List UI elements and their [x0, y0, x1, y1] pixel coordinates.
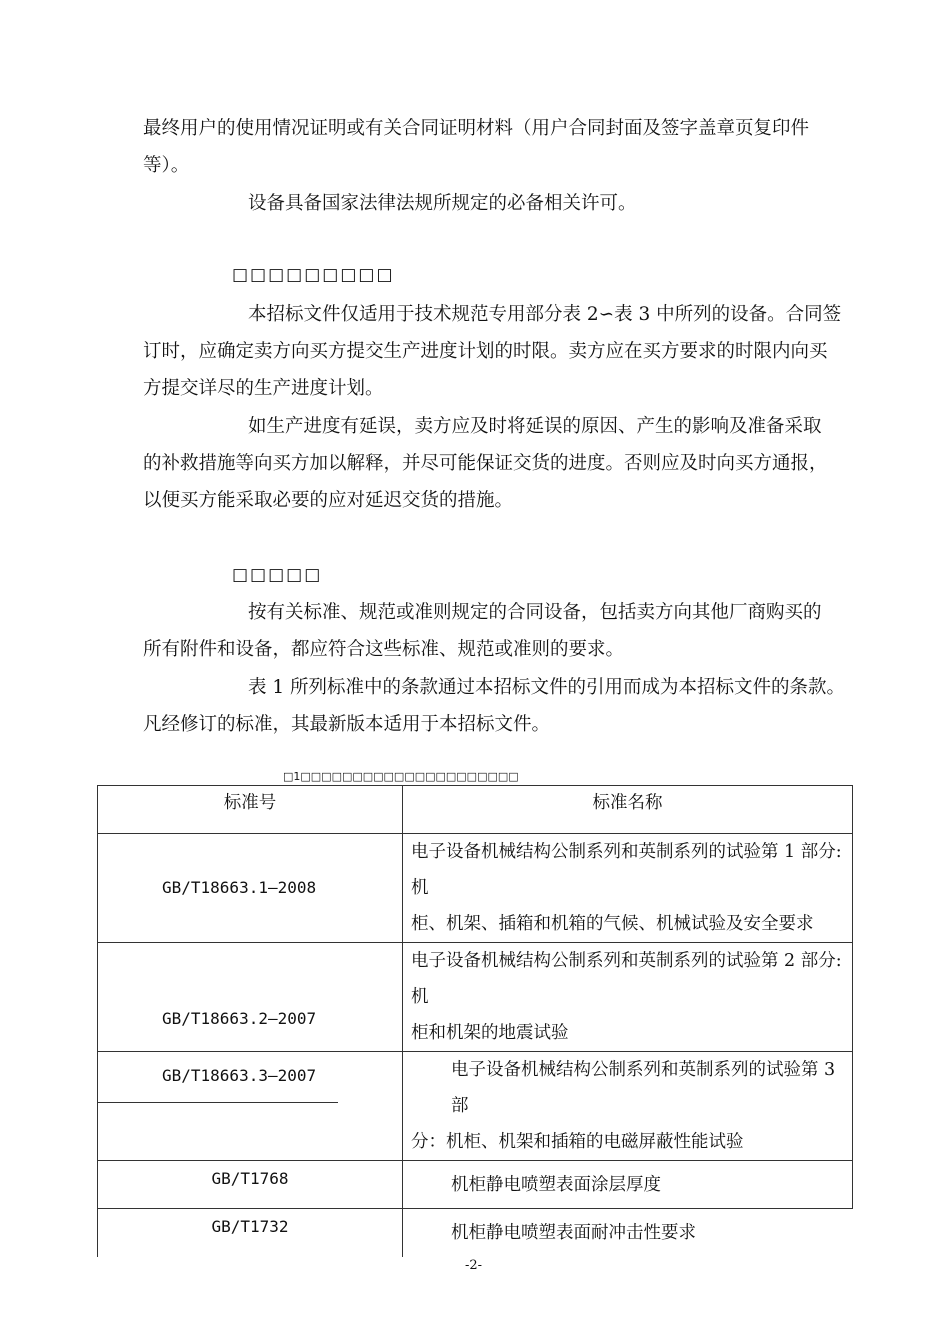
paragraph-line: 凡经修订的标准，其最新版本适用于本招标文件。	[143, 714, 551, 735]
cell-divider	[98, 1102, 338, 1103]
standard-name-cell	[403, 943, 853, 1052]
table-row	[98, 943, 853, 1052]
table-row	[98, 1209, 853, 1257]
table-row	[98, 834, 853, 943]
standard-name-cell: 机柜静电喷塑表面耐冲击性要求	[403, 1209, 853, 1257]
standard-name-cell	[403, 834, 853, 943]
paragraph-line: 表 1 所列标准中的条款通过本招标文件的引用而成为本招标文件的条款。	[248, 677, 846, 698]
standard-code: GB/T1732	[211, 1217, 289, 1236]
standard-name-line: 分：机柜、机架和插箱的电磁屏蔽性能试验	[411, 1132, 744, 1152]
standard-code: GB/T18663.3—2007	[162, 1066, 317, 1085]
page-number: -2-	[465, 1258, 483, 1273]
paragraph-line: 最终用户的使用情况证明或有关合同证明材料（用户合同封面及签字盖章页复印件	[143, 118, 810, 139]
standard-code: GB/T18663.2—2007	[162, 1009, 317, 1028]
paragraph-line: 等）。	[143, 155, 190, 176]
header-standard-code: 标准号	[98, 786, 403, 834]
standard-name-line: 柜和机架的地震试验	[411, 1023, 569, 1043]
paragraph-line: 所有附件和设备，都应符合这些标准、规范或准则的要求。	[143, 639, 625, 660]
standard-code-cell	[98, 943, 403, 1052]
standard-name-line: 电子设备机械结构公制系列和英制系列的试验第 2 部分:机	[411, 951, 842, 1007]
paragraph-line: 按有关标准、规范或准则规定的合同设备，包括卖方向其他厂商购买的	[248, 602, 822, 623]
standards-table	[97, 785, 853, 1257]
paragraph-line: 方提交详尽的生产进度计划。	[143, 378, 384, 399]
paragraph-line: 以便买方能采取必要的应对延迟交货的措施。	[143, 490, 514, 511]
table-caption: □1□□□□□□□□□□□□□□□□□□□□□	[283, 770, 519, 783]
section-heading: □□□□□□□□□	[232, 265, 395, 285]
standard-code-cell	[98, 1209, 403, 1257]
standard-code-cell	[98, 1161, 403, 1209]
standard-name-line: 电子设备机械结构公制系列和英制系列的试验第 1 部分:机	[411, 842, 842, 898]
standard-code: GB/T1768	[211, 1169, 289, 1188]
paragraph-line: 本招标文件仅适用于技术规范专用部分表 2∽表 3 中所列的设备。合同签	[248, 304, 842, 325]
header-standard-name: 标准名称	[403, 786, 853, 834]
standard-code-cell	[98, 834, 403, 943]
table-row	[98, 1052, 853, 1161]
paragraph-line: 设备具备国家法律法规所规定的必备相关许可。	[248, 193, 637, 214]
standard-name-cell: 机柜静电喷塑表面涂层厚度	[403, 1161, 853, 1209]
standard-code-cell	[98, 1052, 403, 1161]
standard-name-line: 电子设备机械结构公制系列和英制系列的试验第 3 部	[451, 1060, 836, 1116]
paragraph-line: 的补救措施等向买方加以解释，并尽可能保证交货的进度。否则应及时向买方通报，	[143, 453, 828, 474]
table-row	[98, 1161, 853, 1209]
paragraph-line: 订时，应确定卖方向买方提交生产进度计划的时限。卖方应在买方要求的时限内向买	[143, 341, 828, 362]
standard-name-line: 柜、机架、插箱和机箱的气候、机械试验及安全要求	[411, 914, 814, 934]
table-header-row	[98, 786, 853, 834]
standard-code: GB/T18663.1—2008	[162, 878, 317, 897]
section-heading: □□□□□	[232, 565, 323, 585]
standard-name-cell	[403, 1052, 853, 1161]
paragraph-line: 如生产进度有延误，卖方应及时将延误的原因、产生的影响及准备采取	[248, 416, 822, 437]
